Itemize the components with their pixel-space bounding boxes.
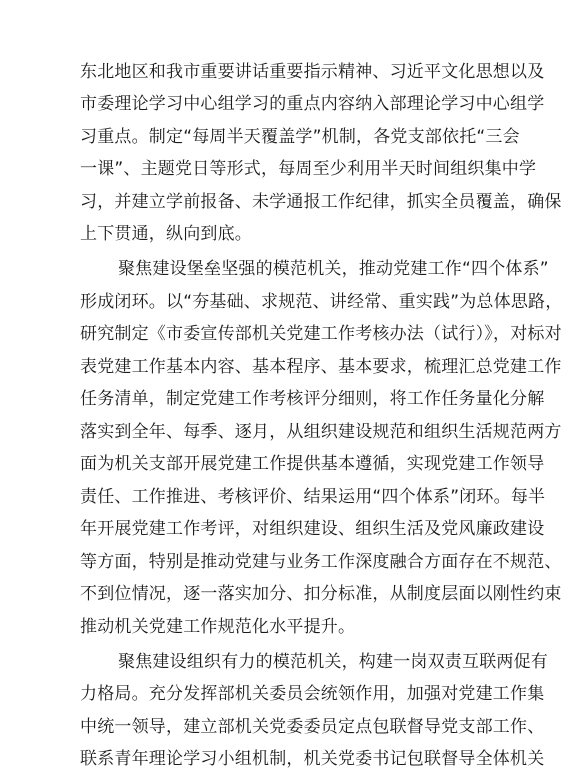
paragraph-2-line-5: 任务清单，制定党建工作考核评分细则，将工作任务量化分解 [80,389,545,409]
paragraph-3-line-3: 中统一领导，建立部机关党委委员定点包联督导党支部工作、 [80,717,545,737]
paragraph-1-line-2: 市委理论学习中心组学习的重点内容纳入部理论学习中心组学 [80,94,545,114]
paragraph-2-line-4: 表党建工作基本内容、基本程序、基本要求，梳理汇总党建工作 [80,357,562,377]
paragraph-2-line-1: 聚焦建设堡垒坚强的模范机关，推动党建工作“四个体系” [118,259,549,279]
paragraph-1-line-5: 习，并建立学前报备、未学通报工作纪律，抓实全员覆盖，确保 [80,192,562,212]
paragraph-2-line-2: 形成闭环。以“夯基础、求规范、讲经常、重实践”为总体思路， [80,292,563,312]
paragraph-2-line-8: 责任、工作推进、考核评价、结果运用“四个体系”闭环。每半 [80,487,546,507]
paragraph-1-line-4: 一课”、主题党日等形式，每周至少利用半天时间组织集中学 [80,159,537,179]
paragraph-1-line-1: 东北地区和我市重要讲话重要指示精神、习近平文化思想以及 [80,62,545,82]
paragraph-3-line-4: 联系青年理论学习小组机制，机关党委书记包联督导全体机关 [80,749,545,769]
paragraph-2-line-9: 年开展党建工作考评，对组织建设、组织生活及党风廉政建设 [80,519,545,539]
paragraph-2-line-6: 落实到全年、每季、逐月，从组织建设规范和组织生活规范两方 [80,422,562,442]
paragraph-1-line-3: 习重点。制定“每周半天覆盖学”机制，各党支部依托“三会 [80,127,520,147]
paragraph-3-line-2: 力格局。充分发挥部机关委员会统领作用，加强对党建工作集 [80,684,545,704]
paragraph-2-line-10: 等方面，特别是推动党建与业务工作深度融合方面存在不规范、 [80,552,562,572]
paragraph-2-line-7: 面为机关支部开展党建工作提供基本遵循，实现党建工作领导 [80,454,545,474]
paragraph-2-line-11: 不到位情况，逐一落实加分、扣分标准，从制度层面以刚性约束 [80,584,562,604]
paragraph-2-line-3: 研究制定《市委宣传部机关党建工作考核办法（试行）》，对标对 [80,324,562,344]
paragraph-1-line-6: 上下贯通，纵向到底。 [80,224,252,244]
paragraph-3-line-1: 聚焦建设组织有力的模范机关，构建一岗双责互联两促有 [118,652,548,672]
paragraph-2-line-12: 推动机关党建工作规范化水平提升。 [80,617,356,637]
